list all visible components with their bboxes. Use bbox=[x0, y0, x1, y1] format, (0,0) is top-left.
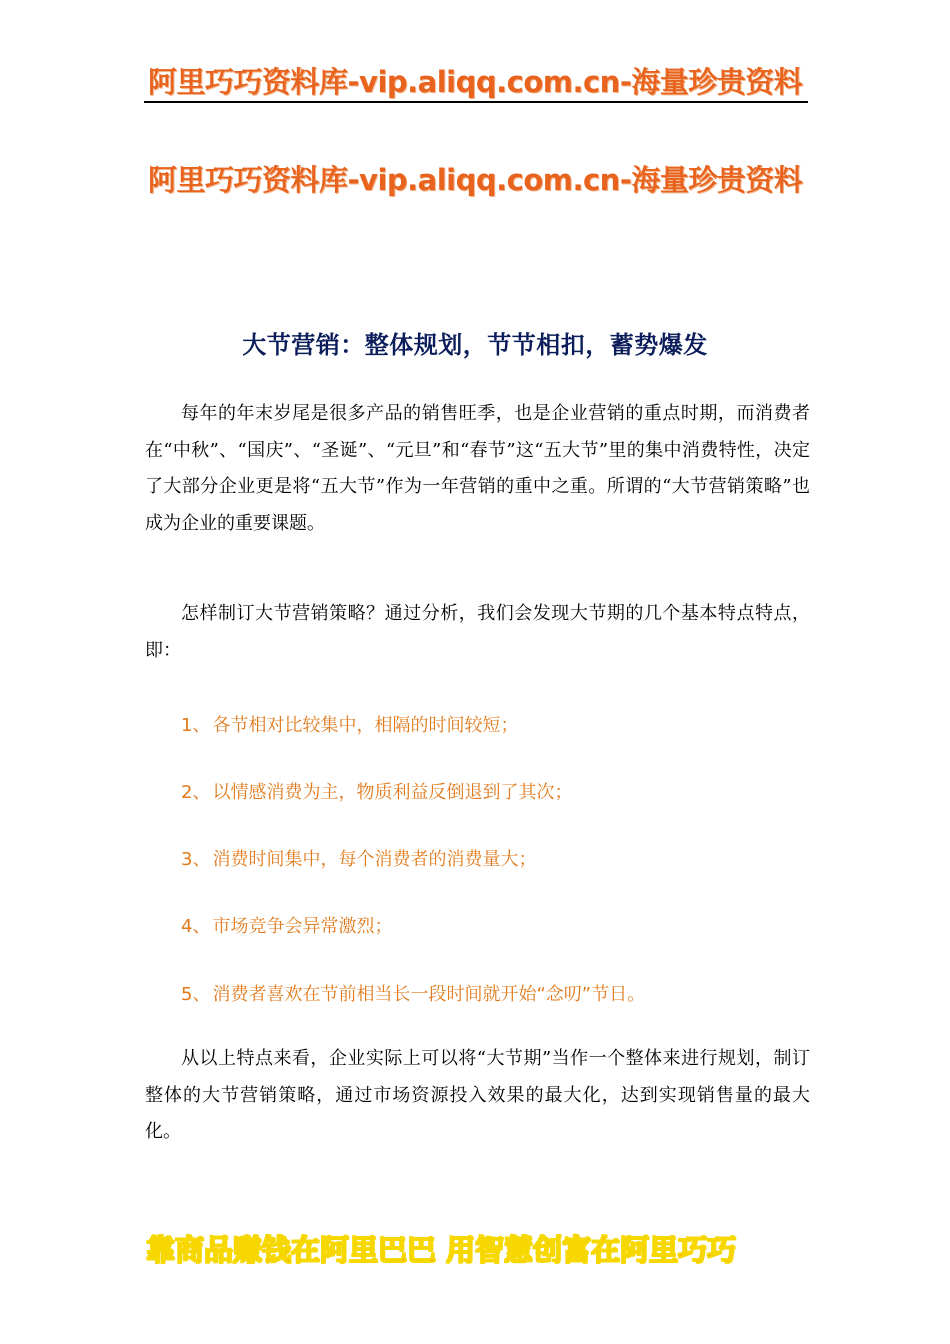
list-number: 3、 bbox=[181, 849, 211, 870]
paragraph-intro: 每年的年末岁尾是很多产品的销售旺季，也是企业营销的重点时期，而消费者在“中秋”、“国庆”、“圣诞”、“元旦”和“春节”这“五大节”里的集中消费特性，决定了大部分企业更是将“五大节”作为一年营销的重中之重。所谓的“大节营销策略”也成为企业的重要课题。 bbox=[145, 403, 810, 534]
list-item bbox=[181, 980, 801, 1006]
header-divider bbox=[144, 101, 808, 103]
list-text: 消费时间集中，每个消费者的消费量大； bbox=[212, 849, 537, 870]
header-banner: 阿里巧巧资料库-vip.aliqq.com.cn-海量珍贵资料 bbox=[148, 65, 803, 99]
secondary-banner: 阿里巧巧资料库-vip.aliqq.com.cn-海量珍贵资料 bbox=[148, 163, 803, 197]
list-item bbox=[181, 778, 801, 804]
list-number: 1、 bbox=[181, 715, 211, 736]
list-text: 各节相对比较集中，相隔的时间较短； bbox=[212, 715, 519, 736]
list-item bbox=[181, 912, 801, 938]
list-number: 4、 bbox=[181, 916, 211, 937]
list-item bbox=[181, 845, 801, 871]
list-number: 2、 bbox=[181, 782, 211, 803]
paragraph-question: 怎样制订大节营销策略？通过分析，我们会发现大节期的几个基本特点特点，即： bbox=[145, 603, 810, 661]
list-text: 消费者喜欢在节前相当长一段时间就开始“念叨”节日。 bbox=[212, 984, 646, 1005]
paragraph-conclusion: 从以上特点来看，企业实际上可以将“大节期”当作一个整体来进行规划，制订整体的大节营销策略，通过市场资源投入效果的最大化，达到实现销售量的最大化。 bbox=[145, 1048, 810, 1142]
list-text: 市场竞争会异常激烈； bbox=[212, 916, 393, 937]
list-item bbox=[181, 711, 801, 737]
list-text: 以情感消费为主，物质利益反倒退到了其次； bbox=[212, 782, 573, 803]
list-number: 5、 bbox=[181, 984, 211, 1005]
article-title: 大节营销：整体规划，节节相扣，蓄势爆发 bbox=[242, 331, 708, 359]
footer-slogan: 靠商品赚钱在阿里巴巴 用智慧创富在阿里巧巧 bbox=[146, 1233, 737, 1267]
